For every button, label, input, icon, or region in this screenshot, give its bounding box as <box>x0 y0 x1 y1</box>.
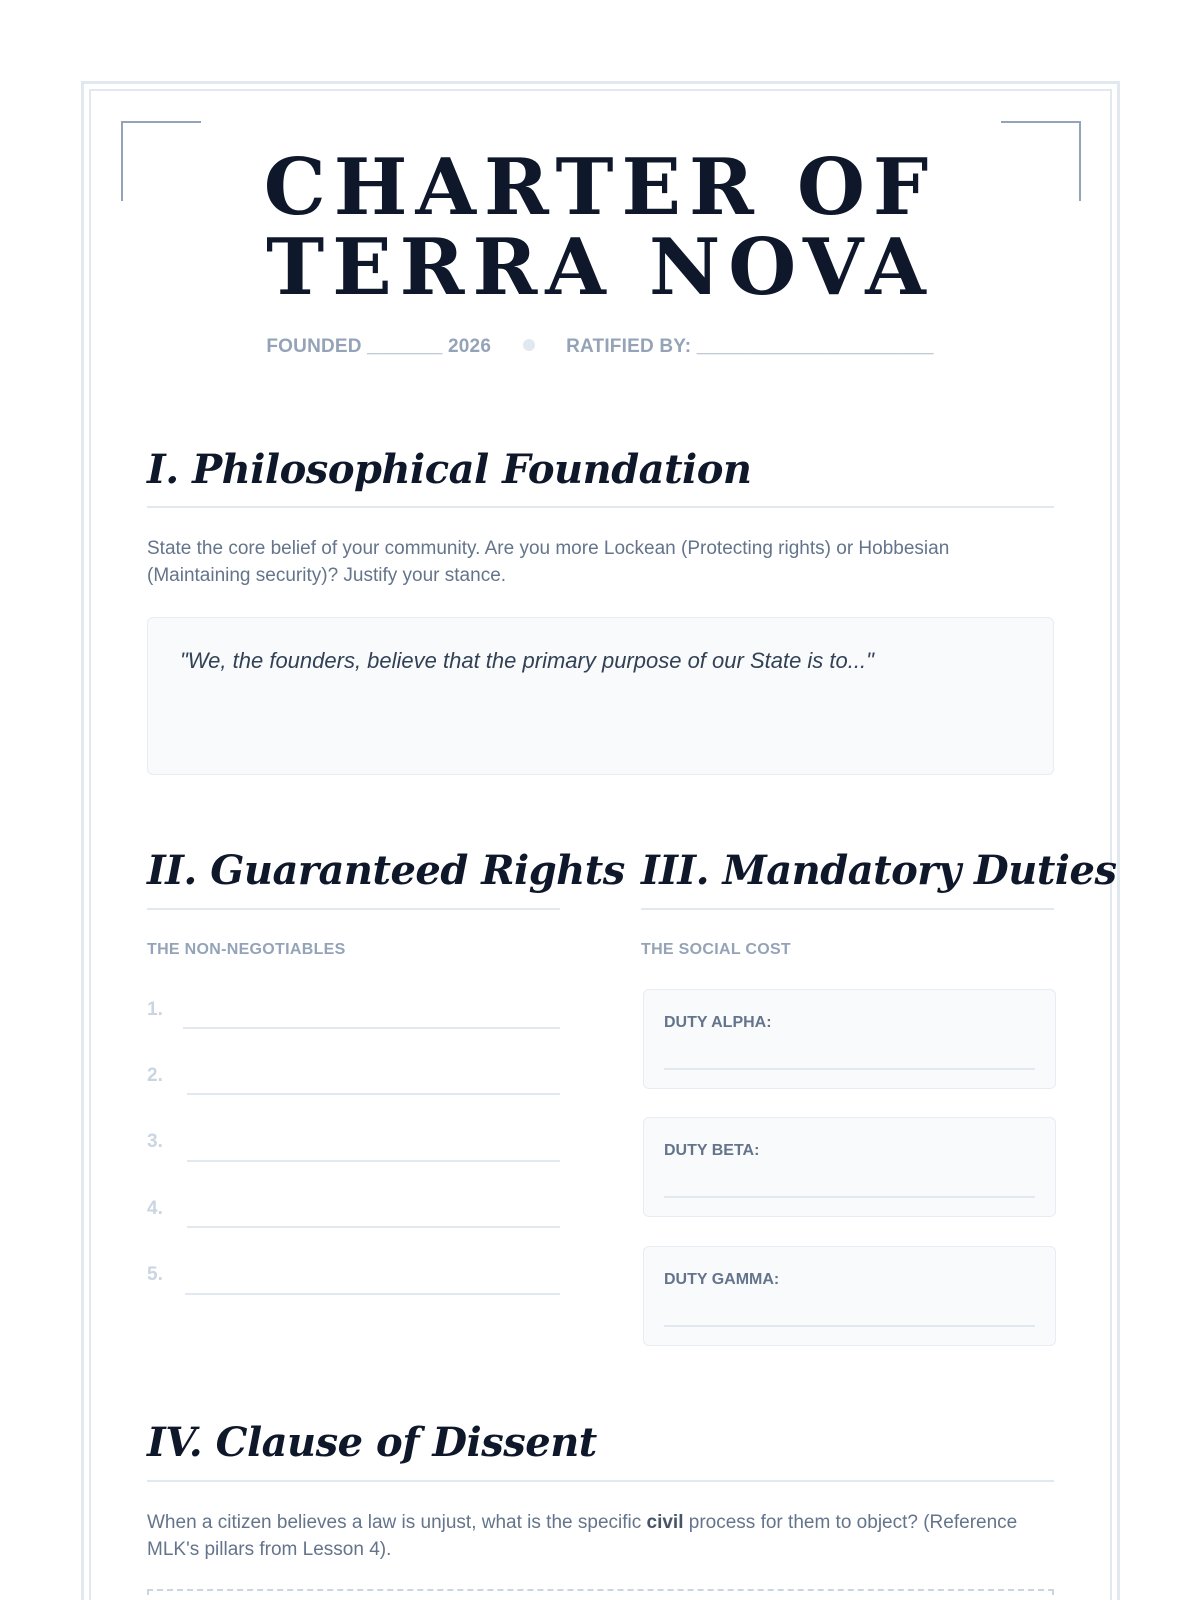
duty-field-gamma[interactable] <box>643 1246 1056 1346</box>
separator-dot-icon <box>523 339 535 351</box>
title-line-1: CHARTER OF <box>263 142 937 233</box>
dissent-prompt-start: When a citizen believes a law is unjust, what is the specific <box>147 1512 647 1533</box>
dissent-prompt-end: process for them to object? (Reference MLK's pillars from Lesson 4). <box>147 1512 1018 1560</box>
charter-meta <box>0 336 1200 358</box>
title-line-2: TERRA NOVA <box>266 222 934 313</box>
right-item-line[interactable] <box>185 1293 560 1295</box>
dissent-prompt <box>147 1509 1057 1563</box>
section-heading-duties: III. Mandatory Duties <box>641 847 1117 894</box>
right-item-line[interactable] <box>187 1093 560 1095</box>
foundation-prompt: State the core belief of your community. Are you more Lockean (Protecting rights) or Hobbesian (Maintaining security)? Justify your stance. <box>147 538 950 586</box>
right-item-number: 3. <box>147 1131 163 1152</box>
foundation-answer-box[interactable] <box>147 617 1054 775</box>
section-heading-rights: II. Guaranteed Rights <box>147 847 625 894</box>
dissent-prompt-emphasis: civil <box>646 1512 684 1533</box>
duty-answer-line[interactable] <box>664 1068 1035 1070</box>
dissent-answer-box[interactable] <box>147 1589 1054 1600</box>
document-title <box>0 142 1200 313</box>
duties-sublabel: THE SOCIAL COST <box>641 941 791 958</box>
duty-answer-line[interactable] <box>664 1196 1035 1198</box>
right-item-number: 2. <box>147 1065 163 1086</box>
right-item-number: 1. <box>147 999 163 1020</box>
right-item-number: 4. <box>147 1198 163 1219</box>
section-divider <box>147 908 560 910</box>
duty-field-alpha[interactable] <box>643 989 1056 1089</box>
right-item-number: 5. <box>147 1264 163 1285</box>
duty-field-beta[interactable] <box>643 1117 1056 1217</box>
right-item-line[interactable] <box>187 1160 560 1162</box>
section-divider <box>641 908 1054 910</box>
section-divider <box>147 1480 1054 1482</box>
section-heading-dissent: IV. Clause of Dissent <box>147 1419 597 1466</box>
right-item-line[interactable] <box>183 1027 560 1029</box>
section-divider <box>147 506 1054 508</box>
duty-answer-line[interactable] <box>664 1325 1035 1327</box>
duty-label: DUTY ALPHA: <box>664 1014 772 1031</box>
foundation-quote-starter: "We, the founders, believe that the primary purpose of our State is to..." <box>180 648 874 673</box>
page-frame-inner <box>89 89 1112 1600</box>
duty-label: DUTY BETA: <box>664 1142 760 1159</box>
rights-sublabel: THE NON-NEGOTIABLES <box>147 941 346 958</box>
section-heading-foundation: I. Philosophical Foundation <box>147 446 752 493</box>
founded-field[interactable]: FOUNDED _______ 2026 <box>266 336 492 357</box>
ratified-field[interactable]: RATIFIED BY: ______________________ <box>566 336 934 357</box>
duty-label: DUTY GAMMA: <box>664 1271 780 1288</box>
right-item-line[interactable] <box>187 1226 560 1228</box>
